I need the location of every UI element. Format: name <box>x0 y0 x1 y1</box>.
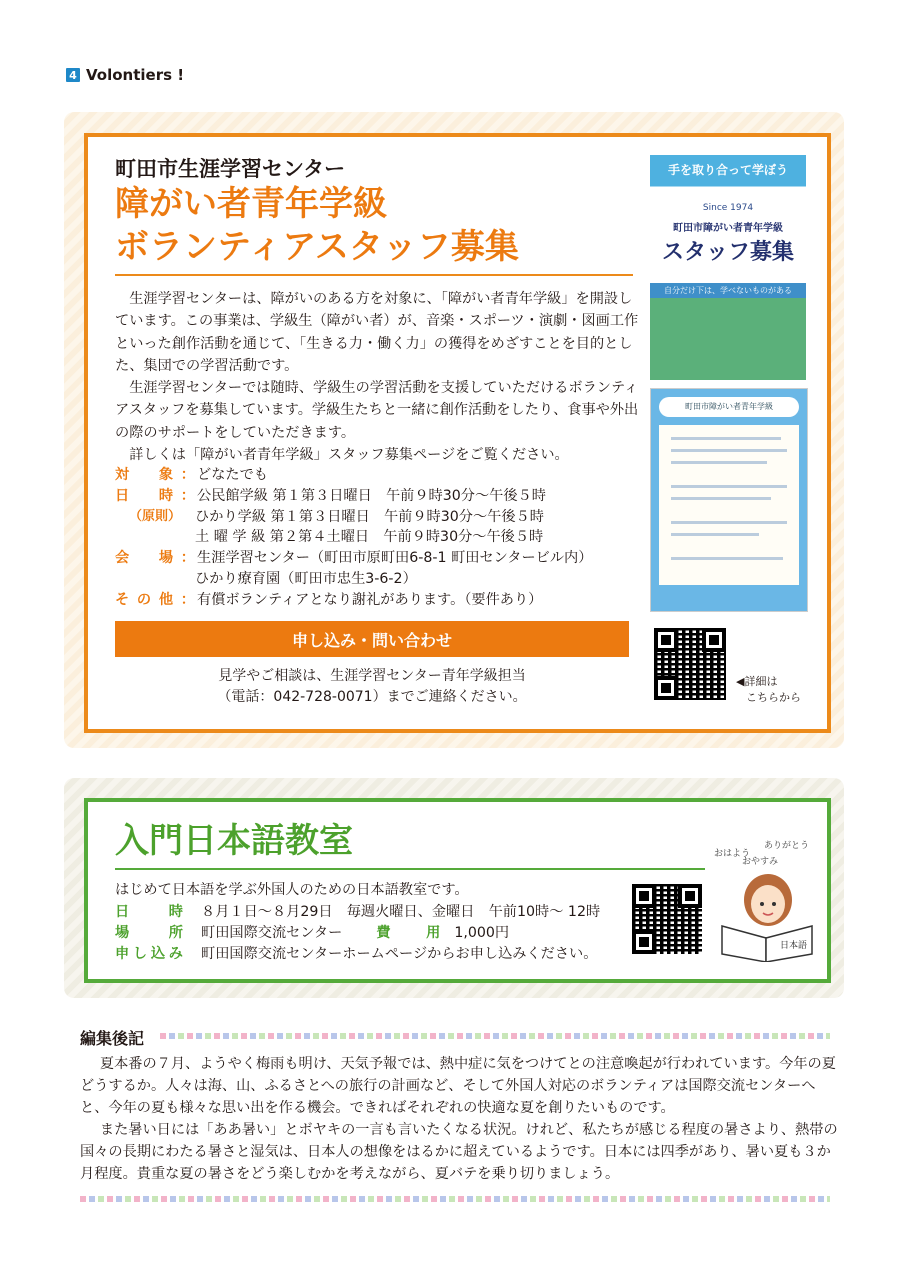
recruit-org: 町田市生涯学習センター <box>115 157 346 181</box>
section-title: Volontiers ! <box>86 66 185 84</box>
bubble-text: おはよう <box>714 849 751 859</box>
title-divider <box>115 274 633 276</box>
postscript-body <box>80 1053 840 1185</box>
bubble-text: ありがとう <box>764 841 810 851</box>
flyer-title: 町田市障がい者青年学級 <box>659 397 799 417</box>
paragraph: 詳しくは「障がい者青年学級」スタッフ募集ページをご覧ください。 <box>129 447 569 464</box>
japanese-lead: はじめて日本語を学ぶ外国人のための日本語教室です。 <box>115 882 469 898</box>
recruit-description <box>115 288 640 466</box>
jp-fee-label: 費 用 <box>376 925 441 941</box>
venue-line: ひかり療育園（町田市忠生3-6-2） <box>195 570 417 587</box>
student-illustration <box>712 822 822 962</box>
book-label: 日本語 <box>780 941 808 951</box>
poster-since: Since 1974 <box>702 203 754 213</box>
bubble-text: おやすみ <box>742 857 779 867</box>
qr-note-line: こちらから <box>746 691 801 704</box>
venue-line: 生涯学習センター（町田市原町田6-8-1 町田センタービル内） <box>197 550 593 567</box>
poster-banner: 自分だけ下は、学べないものがある <box>650 283 806 298</box>
japanese-details <box>115 902 600 965</box>
date-line: ひかり学級 第１第３日曜日 午前９時30分～午後５時 <box>195 508 544 525</box>
contact-info <box>115 666 629 708</box>
jp-date-label: 日 時 <box>115 904 183 920</box>
target-value: どなたでも <box>197 467 268 483</box>
recruit-title-2: ボランティアスタッフ募集 <box>115 227 519 267</box>
target-label: 対 象： <box>115 467 195 483</box>
paragraph: 夏本番の７月、ようやく梅雨も明け、天気予報では、熱中症に気をつけてとの注意喚起が行われています。今年の夏どうするか。人々は海、山、ふるさとへの旅行の計画など、そして外国人対応のボランティアは国際交流センターへと、今年の夏も様々な思い出を作る機会。できればそれぞれの快適な夏を創りたいものです。 <box>80 1056 836 1116</box>
date-line: 土 曜 学 級 第２第４土曜日 午前９時30分～午後５時 <box>195 529 544 546</box>
venue-label: 会 場： <box>115 550 195 567</box>
postscript-title: 編集後記 <box>80 1029 145 1048</box>
jp-place: 町田国際交流センター <box>201 925 343 941</box>
japanese-title: 入門日本語教室 <box>115 821 353 861</box>
page-header <box>66 66 184 84</box>
jp-place-label: 場 所 <box>115 925 183 941</box>
japanese-divider <box>115 868 705 870</box>
recruit-poster-image <box>650 155 806 380</box>
poster-headline: スタッフ募集 <box>661 240 794 265</box>
jp-fee: 1,000円 <box>454 925 510 941</box>
other-label: その他： <box>115 591 195 608</box>
contact-line: 見学やご相談は、生涯学習センター青年学級担当 <box>218 668 526 684</box>
dotted-divider <box>160 1033 830 1039</box>
paragraph: また暑い日には「ああ暑い」とボヤキの一言も言いたくなる状況。けれど、私たちが感じる程度の暑さより、熱帯の国々の長期にわたる暑さと湿気は、日本人の想像をはるかに超えているようです。日本には四季があり、暑い夏も３か月程度。貴重な夏の暑さをどう楽しむかを考えながら、夏バテを乗り切りましょう。 <box>80 1122 838 1182</box>
date-line: 公民館学級 第１第３日曜日 午前９時30分～午後５時 <box>197 487 546 504</box>
qr-note <box>736 674 801 706</box>
recruit-flyer-image <box>650 388 808 612</box>
poster-name: 町田市障がい者青年学級 <box>673 223 783 234</box>
recruit-title-1: 障がい者青年学級 <box>115 184 387 224</box>
section-number: 4 <box>66 68 80 82</box>
apply-heading: 申し込み・問い合わせ <box>115 621 629 657</box>
date-sublabel: （原則） <box>128 508 181 524</box>
recruit-details <box>115 465 592 611</box>
date-label: 日 時： <box>115 487 195 504</box>
paragraph: 生涯学習センターでは随時、学級生の学習活動を支援していただけるボランティアスタッフを募集しています。学級生たちと一緒に創作活動をしたり、食事や外出の際のサポートをしていただきます。 <box>115 380 639 441</box>
poster-tagline: 手を取り合って学ぼう <box>667 163 788 177</box>
jp-apply: 町田国際交流センターホームページからお申し込みください。 <box>201 946 598 962</box>
contact-line: （電話：042-728-0071）までご連絡ください。 <box>217 689 527 705</box>
other-value: 有償ボランティアとなり謝礼があります。（要件あり） <box>197 591 543 608</box>
recruit-qr-code[interactable] <box>650 624 730 704</box>
paragraph: 生涯学習センターは、障がいのある方を対象に、「障がい者青年学級」を開設しています。この事業は、学級生（障がい者）が、音楽・スポーツ・演劇・図画工作といった創作活動を通じて、「生きる力・働く力」の獲得をめざすことを目的とした、集団での学習活動です。 <box>115 291 639 374</box>
jp-apply-label: 申し込み <box>115 946 183 962</box>
japanese-qr-code[interactable] <box>628 880 706 958</box>
jp-date: ８月１日～８月29日 毎週火曜日、金曜日 午前10時～ 12時 <box>201 904 601 920</box>
flyer-body <box>659 425 799 585</box>
qr-note-line: ◀詳細は <box>736 675 778 688</box>
dotted-divider <box>80 1196 830 1202</box>
